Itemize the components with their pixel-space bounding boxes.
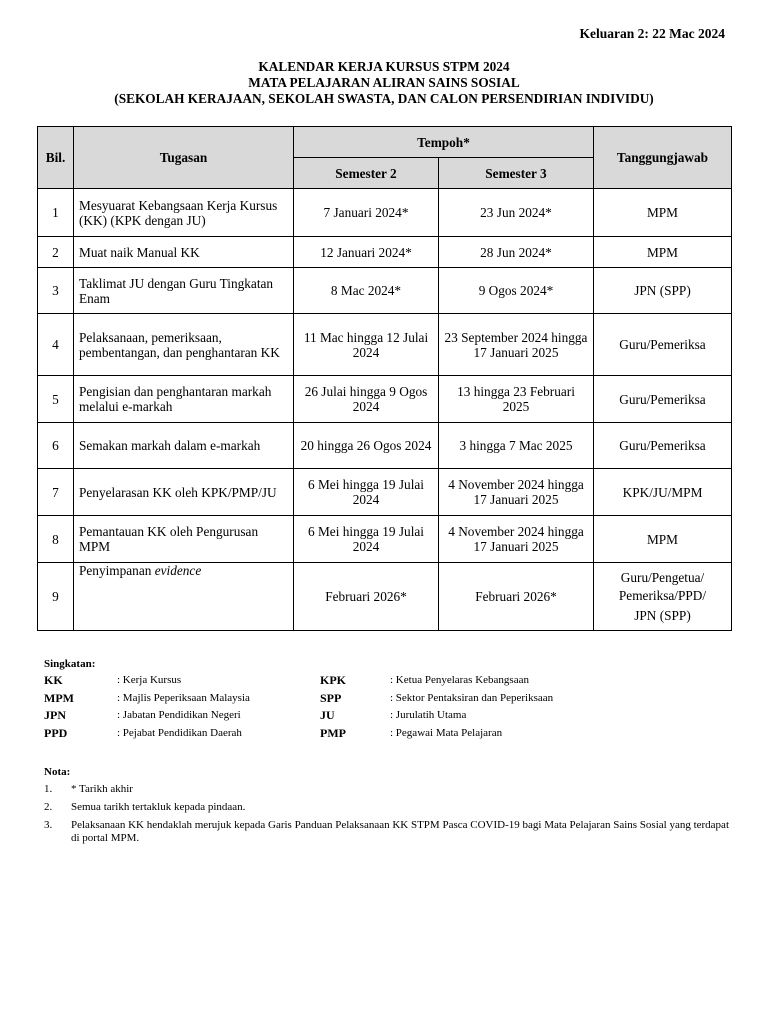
abbreviation-key: KPK xyxy=(320,673,346,687)
header-tugasan: Tugasan xyxy=(74,127,294,189)
row-number-text: 4 xyxy=(52,337,59,352)
semester-2-cell xyxy=(294,189,439,237)
row-number xyxy=(38,423,74,469)
calendar-table xyxy=(37,126,732,631)
task-cell-text: Mesyuarat Kebangsaan Kerja Kursus (KK) (KPK dengan JU) xyxy=(79,197,278,228)
task-cell-text: Taklimat JU dengan Guru Tingkatan Enam xyxy=(79,275,274,306)
notes-heading: Nota: xyxy=(44,766,71,778)
abbreviation-value: : Majlis Peperiksaan Malaysia xyxy=(117,691,250,704)
abbreviation-value: : Pegawai Mata Pelajaran xyxy=(390,726,503,739)
header-tanggungjawab: Tanggungjawab xyxy=(594,127,732,189)
task-cell xyxy=(74,376,294,423)
task-cell xyxy=(74,268,294,314)
semester-2-cell xyxy=(294,516,439,563)
semester-2-cell-text: 20 hingga 26 Ogos 2024 xyxy=(300,438,432,453)
note-text: Pelaksanaan KK hendaklah merujuk kepada Garis Panduan Pelaksanaan KK STPM Pasca COVID-19 bagi Mata Pelajaran Sains Sosial yang terdapat di portal MPM. xyxy=(71,819,729,844)
row-number xyxy=(38,563,74,631)
document-subtitle: MATA PELAJARAN ALIRAN SAINS SOSIAL xyxy=(248,75,520,90)
document-title-block xyxy=(0,59,768,107)
note-number: 3. xyxy=(44,819,53,831)
responsibility-cell xyxy=(594,189,732,237)
semester-2-cell-text: 26 Julai hingga 9 Ogos 2024 xyxy=(304,384,428,414)
row-number xyxy=(38,268,74,314)
note-text: * Tarikh akhir xyxy=(71,783,133,795)
note-number: 1. xyxy=(44,783,53,795)
semester-2-cell-text: 12 Januari 2024* xyxy=(320,244,412,260)
responsibility-cell-text: MPM xyxy=(646,244,679,260)
semester-3-cell xyxy=(439,189,594,237)
row-number xyxy=(38,189,74,237)
semester-3-cell xyxy=(439,469,594,516)
responsibility-cell-text: Guru/Pemeriksa xyxy=(619,391,706,407)
note-text: Semua tarikh tertakluk kepada pindaan. xyxy=(71,801,246,813)
task-cell xyxy=(74,237,294,268)
row-number xyxy=(38,516,74,563)
responsibility-cell xyxy=(594,469,732,516)
task-cell xyxy=(74,423,294,469)
header-bil: Bil. xyxy=(38,127,74,189)
abbreviation-value: : Jurulatih Utama xyxy=(390,709,467,721)
task-cell-text: Pelaksanaan, pemeriksaan, pembentangan, dan penghantaran KK xyxy=(79,329,280,360)
responsibility-cell-text: Guru/Pengetua/ Pemeriksa/PPD/ xyxy=(618,569,707,603)
note-item xyxy=(44,819,734,845)
semester-3-cell-text: 4 November 2024 hingga 17 Januari 2025 xyxy=(448,477,584,507)
abbreviations-heading: Singkatan: xyxy=(44,658,96,670)
responsibility-cell-text-2: JPN (SPP) xyxy=(634,607,691,623)
abbreviation-value: : Sektor Pentaksiran dan Peperiksaan xyxy=(390,691,554,704)
responsibility-cell xyxy=(594,423,732,469)
semester-3-cell-text: 28 Jun 2024* xyxy=(480,244,552,260)
responsibility-cell-text: Guru/Pemeriksa xyxy=(619,337,706,352)
semester-3-cell xyxy=(439,516,594,563)
release-date: Keluaran 2: 22 Mac 2024 xyxy=(579,26,725,41)
responsibility-cell-text: JPN (SPP) xyxy=(634,283,691,298)
row-number xyxy=(38,376,74,423)
row-number-text: 1 xyxy=(52,205,59,220)
abbreviation-key: KK xyxy=(44,673,63,687)
semester-3-cell-text: 4 November 2024 hingga 17 Januari 2025 xyxy=(448,524,584,554)
semester-3-cell xyxy=(439,314,594,376)
note-number: 2. xyxy=(44,801,53,813)
table-row xyxy=(38,376,732,423)
responsibility-cell-text: KPK/JU/MPM xyxy=(622,484,703,500)
semester-2-cell xyxy=(294,314,439,376)
semester-2-cell-text: 11 Mac hingga 12 Julai 2024 xyxy=(303,329,429,360)
note-item xyxy=(44,801,734,814)
semester-3-cell-text: 23 September 2024 hingga 17 Januari 2025 xyxy=(444,329,588,360)
row-number-text: 3 xyxy=(52,283,59,298)
responsibility-cell xyxy=(594,563,732,631)
task-cell xyxy=(74,516,294,563)
abbreviation-value: : Ketua Penyelaras Kebangsaan xyxy=(390,674,529,686)
row-number-text: 6 xyxy=(52,438,59,453)
abbreviation-value: : Pejabat Pendidikan Daerah xyxy=(117,726,242,739)
header-semester-2: Semester 2 xyxy=(294,158,439,189)
table-row xyxy=(38,563,732,631)
table-row xyxy=(38,189,732,237)
semester-2-cell xyxy=(294,423,439,469)
task-cell xyxy=(74,314,294,376)
responsibility-cell-text: Guru/Pemeriksa xyxy=(619,438,706,453)
responsibility-cell xyxy=(594,314,732,376)
semester-3-cell-text: 3 hingga 7 Mac 2025 xyxy=(459,438,573,453)
task-cell-text: Semakan markah dalam e-markah xyxy=(79,438,261,453)
table-row xyxy=(38,268,732,314)
task-cell-text: Muat naik Manual KK xyxy=(79,244,200,260)
table-row xyxy=(38,516,732,563)
semester-3-cell xyxy=(439,563,594,631)
responsibility-cell xyxy=(594,516,732,563)
row-number-text: 8 xyxy=(52,531,59,547)
document-title: KALENDAR KERJA KURSUS STPM 2024 xyxy=(258,59,510,74)
abbreviations-list xyxy=(44,673,724,741)
abbreviation-key: JPN xyxy=(44,708,66,722)
row-number-text: 5 xyxy=(52,391,59,407)
table-row xyxy=(38,237,732,268)
abbreviation-key: PMP xyxy=(320,725,346,740)
row-number-text: 9 xyxy=(52,589,59,604)
semester-3-cell xyxy=(439,376,594,423)
task-cell xyxy=(74,189,294,237)
responsibility-cell xyxy=(594,237,732,268)
semester-2-cell xyxy=(294,237,439,268)
semester-2-cell xyxy=(294,469,439,516)
abbreviation-key: MPM xyxy=(44,690,74,705)
task-cell-text: Pemantauan KK oleh Pengurusan MPM xyxy=(79,524,259,554)
notes-section xyxy=(44,766,734,850)
table-row xyxy=(38,314,732,376)
header-tempoh: Tempoh* xyxy=(294,127,594,158)
row-number-text: 2 xyxy=(52,244,59,260)
abbreviation-key: SPP xyxy=(320,690,342,705)
semester-3-cell xyxy=(439,423,594,469)
responsibility-cell-text: MPM xyxy=(646,205,679,220)
note-item xyxy=(44,783,734,796)
task-cell-text: Penyelarasan KK oleh KPK/PMP/JU xyxy=(79,484,277,500)
responsibility-cell xyxy=(594,268,732,314)
semester-2-cell xyxy=(294,563,439,631)
responsibility-cell-text: MPM xyxy=(646,531,679,547)
notes-list xyxy=(44,783,734,845)
semester-2-cell-text: 6 Mei hingga 19 Julai 2024 xyxy=(308,524,424,554)
row-number xyxy=(38,237,74,268)
semester-2-cell-text: 6 Mei hingga 19 Julai 2024 xyxy=(308,477,424,507)
document-scope: (SEKOLAH KERAJAAN, SEKOLAH SWASTA, DAN CALON PERSENDIRIAN INDIVIDU) xyxy=(114,91,654,106)
row-number xyxy=(38,469,74,516)
table-row xyxy=(38,423,732,469)
row-number xyxy=(38,314,74,376)
abbreviation-key: PPD xyxy=(44,725,68,740)
task-cell xyxy=(74,563,294,631)
semester-2-cell xyxy=(294,376,439,423)
header-semester-3: Semester 3 xyxy=(439,158,594,189)
abbreviation-value: : Kerja Kursus xyxy=(117,674,182,686)
semester-2-cell xyxy=(294,268,439,314)
row-number-text: 7 xyxy=(52,484,59,500)
semester-3-cell-text: 9 Ogos 2024* xyxy=(478,283,554,298)
abbreviations-section xyxy=(44,658,724,741)
semester-3-cell-text: Februari 2026* xyxy=(475,589,557,604)
semester-2-cell-text: 8 Mac 2024* xyxy=(330,283,402,298)
semester-2-cell-text: 7 Januari 2024* xyxy=(323,205,409,220)
task-italic-text: evidence xyxy=(154,563,202,578)
abbreviation-key: JU xyxy=(320,708,335,722)
table-row xyxy=(38,469,732,516)
semester-2-cell-text: Februari 2026* xyxy=(325,589,407,604)
task-cell xyxy=(74,469,294,516)
semester-3-cell xyxy=(439,268,594,314)
task-cell-text: Penyimpanan xyxy=(79,563,152,578)
task-cell-text: Pengisian dan penghantaran markah melalui e-markah xyxy=(79,384,272,414)
semester-3-cell-text: 23 Jun 2024* xyxy=(480,205,552,220)
responsibility-cell xyxy=(594,376,732,423)
abbreviation-value: : Jabatan Pendidikan Negeri xyxy=(117,709,241,721)
semester-3-cell xyxy=(439,237,594,268)
semester-3-cell-text: 13 hingga 23 Februari 2025 xyxy=(457,384,575,414)
